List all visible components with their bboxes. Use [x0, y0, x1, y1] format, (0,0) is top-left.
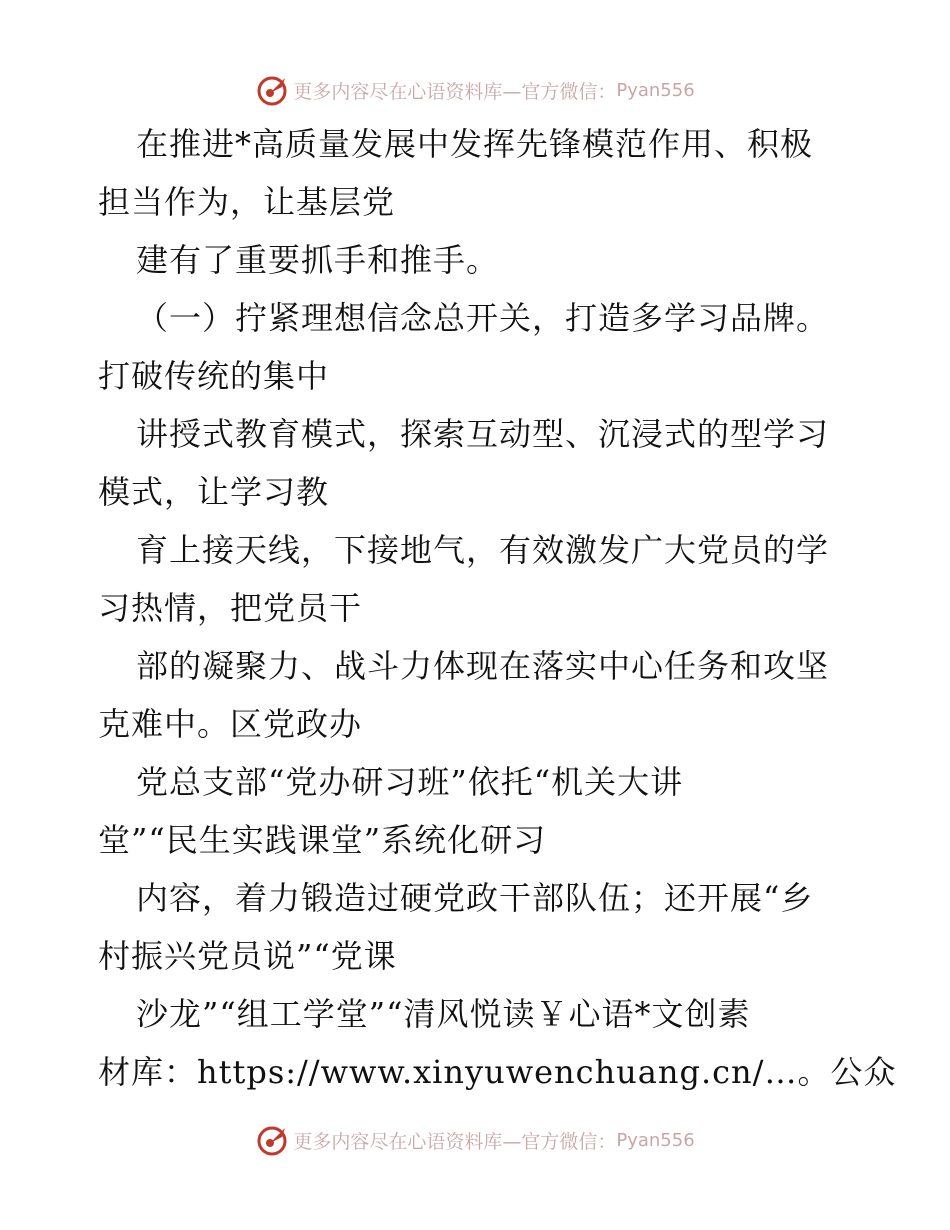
watermark-handle: Pyan556	[616, 79, 695, 101]
text-line: 克难中。区党政办	[98, 705, 363, 743]
text-line: 建有了重要抓手和推手。	[136, 241, 500, 279]
text-line: 村振兴党员说”“党课	[98, 937, 397, 975]
text-line: 内容，着力锻造过硬党政干部队伍；还开展“乡	[136, 879, 814, 917]
watermark-header	[0, 70, 950, 110]
text-line: 在推进*高质量发展中发挥先锋模范作用、积极	[136, 125, 814, 163]
text-line: 沙龙”“组工学堂”“清风悦读￥心语*文创素	[136, 995, 751, 1033]
text-line: 部的凝聚力、战斗力体现在落实中心任务和攻坚	[136, 647, 830, 685]
text-line: 堂”“民生实践课堂”系统化研习	[98, 821, 547, 859]
text-line: 习热情，把党员干	[98, 589, 363, 627]
quill-logo-icon	[255, 73, 289, 107]
document-body	[98, 115, 897, 1101]
text-line: 模式，让学习教	[98, 473, 330, 511]
watermark-footer	[0, 1120, 950, 1160]
text-line: 讲授式教育模式，探索互动型、沉浸式的型学习	[136, 415, 830, 453]
text-line: 打破传统的集中	[98, 357, 330, 395]
text-line: 材库：https://www.xinyuwenchuang.cn/…。公众	[98, 1053, 897, 1091]
text-line: 育上接天线，下接地气，有效激发广大党员的学	[136, 531, 830, 569]
text-line: 担当作为，让基层党	[98, 183, 396, 221]
watermark-handle: Pyan556	[616, 1129, 695, 1151]
quill-logo-icon	[255, 1123, 289, 1157]
text-line: 党总支部“党办研习班”依托“机关大讲	[136, 763, 684, 801]
text-line: （一）拧紧理想信念总开关，打造多学习品牌。	[136, 299, 830, 337]
watermark-text: 更多内容尽在心语资料库—官方微信：	[293, 1130, 617, 1153]
watermark-text: 更多内容尽在心语资料库—官方微信：	[293, 80, 617, 103]
